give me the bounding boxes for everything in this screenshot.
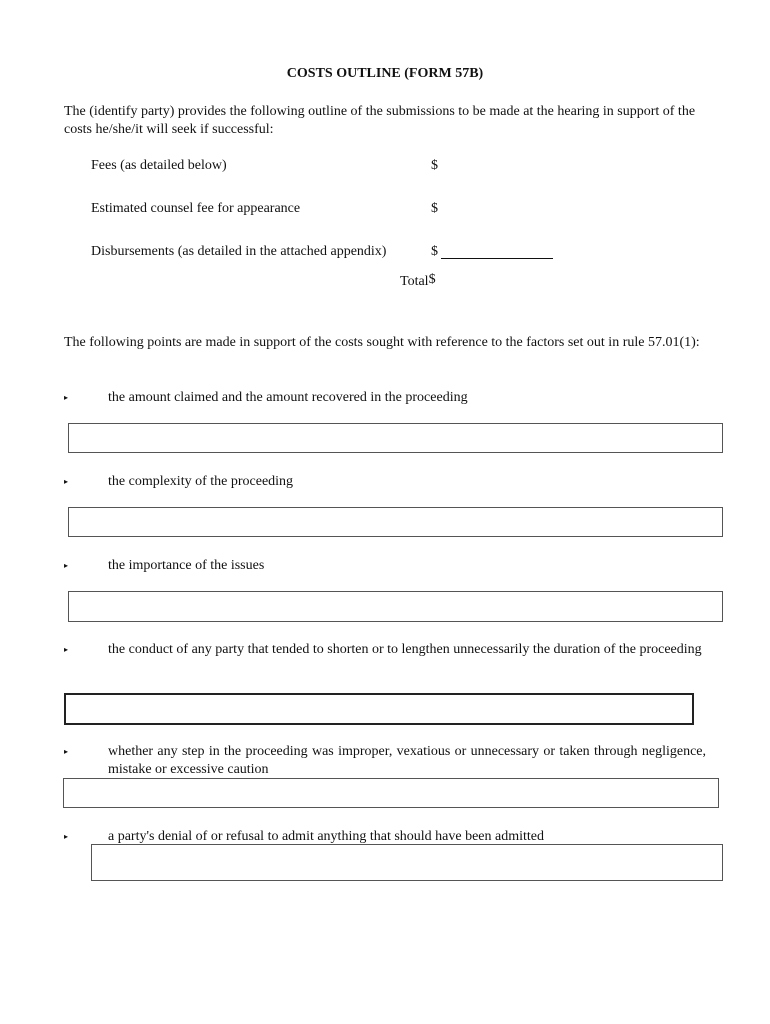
bullet-icon: ▸ <box>64 832 69 841</box>
fee-label-disbursements: Disbursements (as detailed in the attached appendix) <box>91 244 387 259</box>
point-text-improper-step: whether any step in the proceeding was improper, vexatious or unnecessary or taken through negligence, mistake or excessive caution <box>108 744 706 777</box>
bullet-icon: ▸ <box>64 561 69 570</box>
bullet-icon: ▸ <box>64 477 69 486</box>
point-text-complexity: the complexity of the proceeding <box>108 474 294 489</box>
points-intro: The following points are made in support of the costs sought with reference to the factors set out in rule 57.01(1): <box>64 335 700 350</box>
fee-currency-fees: $ <box>431 158 438 173</box>
point-field-amount[interactable] <box>68 423 723 453</box>
fee-label-fees: Fees (as detailed below) <box>91 158 227 173</box>
total-currency: $ <box>428 272 436 287</box>
total-label: Total <box>400 274 429 289</box>
fee-label-counsel: Estimated counsel fee for appearance <box>91 201 301 216</box>
form-title: COSTS OUTLINE (FORM 57B) <box>286 66 484 81</box>
point-text-amount: the amount claimed and the amount recovered in the proceeding <box>108 390 468 405</box>
point-text-denial: a party's denial of or refusal to admit anything that should have been admitted <box>108 829 545 844</box>
fee-currency-disbursements: $ <box>431 244 438 259</box>
total-row <box>400 274 436 290</box>
point-field-denial[interactable] <box>91 844 723 881</box>
point-field-complexity[interactable] <box>68 507 723 537</box>
point-field-importance[interactable] <box>68 591 723 622</box>
intro-paragraph: The (identify party) provides the following outline of the submissions to be made at the hearing in support of the costs he/she/it will seek if successful: <box>64 104 696 137</box>
point-text-conduct: the conduct of any party that tended to shorten or to lengthen unnecessarily the duration of the proceeding <box>108 642 702 657</box>
fee-currency-counsel: $ <box>431 201 438 216</box>
point-field-conduct[interactable] <box>64 693 694 725</box>
point-field-improper-step[interactable] <box>63 778 719 808</box>
bullet-icon: ▸ <box>64 747 69 756</box>
bullet-icon: ▸ <box>64 393 69 402</box>
disbursements-amount-line[interactable] <box>441 258 553 259</box>
bullet-icon: ▸ <box>64 645 69 654</box>
point-text-importance: the importance of the issues <box>108 558 265 573</box>
